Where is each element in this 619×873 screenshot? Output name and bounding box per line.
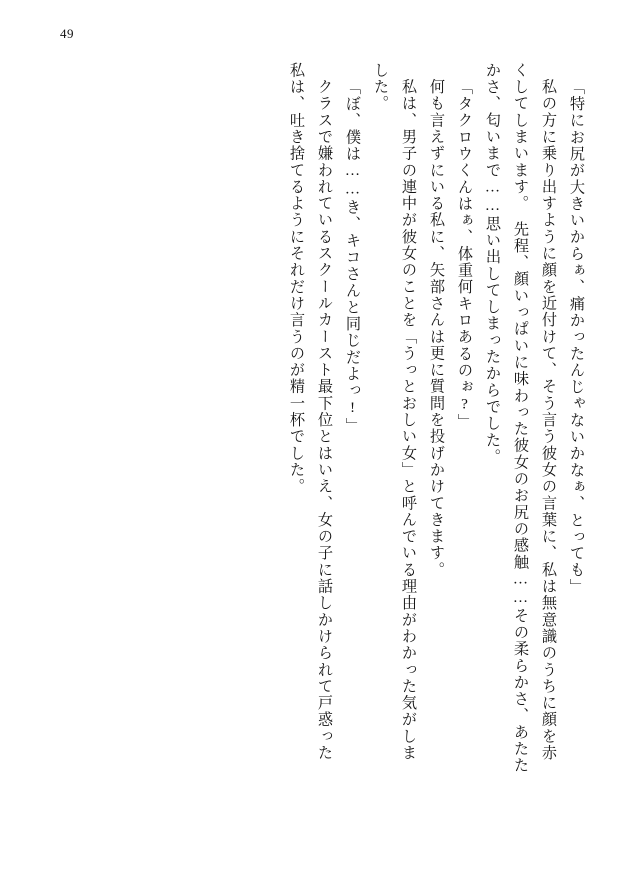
text-line: 私の方に乗り出すように顔を近付けて、そう言う彼女の言葉に、私は無意識のうちに顔を赤 bbox=[540, 62, 557, 762]
text-line: くしてしまいます。 先程、顔いっぱいに味わった彼女のお尻の感触……その柔らかさ、あたた bbox=[512, 62, 529, 774]
text-line: 私は、吐き捨てるようにそれだけ言うのが精一杯でした。 bbox=[288, 62, 305, 495]
vertical-text-body bbox=[36, 62, 584, 852]
text-line: 何も言えずにいる私に、矢部さんは更に質問を投げかけてきます。 bbox=[428, 62, 445, 579]
text-line: 「ぼ、僕は……き、キコさんと同じだよっ!」 bbox=[344, 79, 361, 435]
text-line: した。 bbox=[372, 62, 389, 112]
text-line: 私は、男子の連中が彼女のことを「うっとおしい女」と呼んでいる理由がわかった気がしま bbox=[400, 62, 417, 762]
text-line: クラスで嫌われているスクールカースト最下位とはいえ、女の子に話しかけられて戸惑った bbox=[316, 62, 333, 762]
page-number: 49 bbox=[60, 26, 74, 41]
text-line: 「特にお尻が大きいからぁ、痛かったんじゃないかなぁ、とっても」 bbox=[568, 79, 585, 596]
text-line: 「タクロウくんはぁ、体重何キロあるのぉ?」 bbox=[456, 79, 473, 431]
text-line: かさ、匂いまで……思い出してしまったからでした。 bbox=[484, 62, 501, 466]
